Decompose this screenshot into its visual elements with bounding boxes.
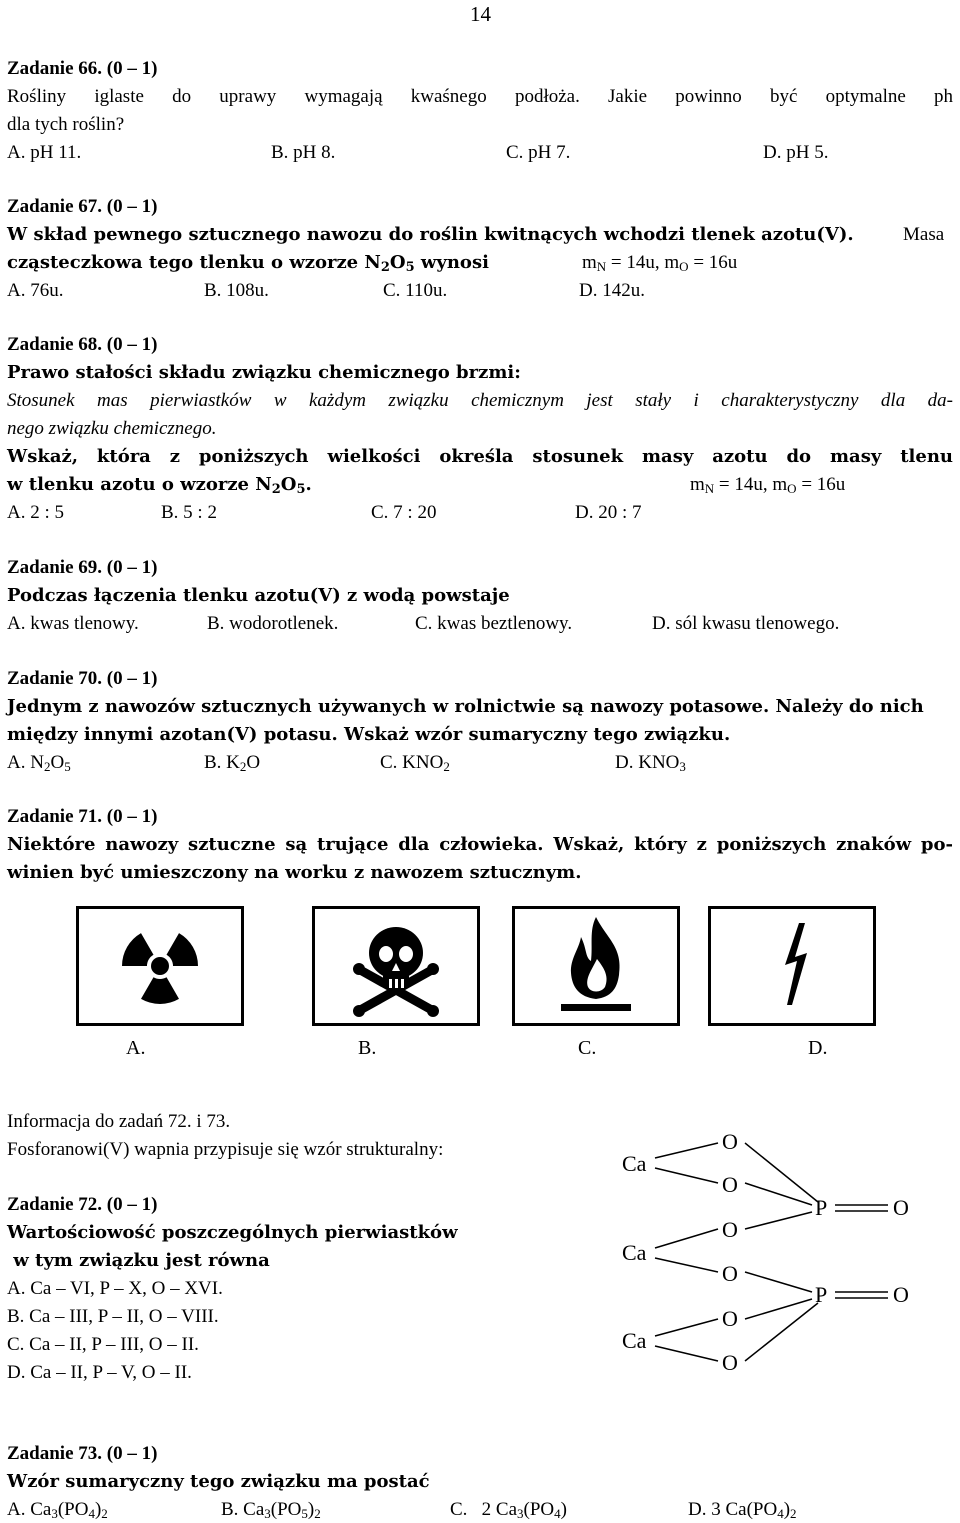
task-69-option-a: A. kwas tlenowy. [7,613,139,634]
symbol-label-a: A. [126,1037,146,1059]
task-71-question-line-2: winien być umieszczony na worku z nawozem sztucznym. [7,862,582,883]
task-70-question-line-2: między innymi azotan(V) potasu. Wskaż wzór sumaryczny tego związku. [7,724,731,745]
task-71-title: Zadanie 71. (0 – 1) [7,806,158,827]
task-69-question: Podczas łączenia tlenku azotu(V) z wodą powstaje [7,585,510,606]
task-66-option-b: B. pH 8. [271,142,336,163]
task-73-option-d: D. 3 $Ca(PO_4)_2$ [688,1499,797,1521]
info-line-1: Informacja do zadań 72. i 73. [7,1111,231,1132]
task-69-option-b: B. wodorotlenek. [207,613,339,634]
task-66-title: Zadanie 66. (0 – 1) [7,58,158,79]
task-66-option-c: C. pH 7. [506,142,571,163]
task-72-question-line-1: Wartościowość poszczególnych pierwiastków [7,1222,458,1243]
task-68-law-line-2: nego związku chemicznego. [7,418,217,439]
formula-p-2: P [815,1282,828,1307]
formula-o-6: O [722,1350,738,1375]
task-68-title: Zadanie 68. (0 – 1) [7,334,158,355]
formula-ca-1: Ca [622,1151,647,1176]
task-68-option-b: B. 5 : 2 [161,502,217,523]
task-67-option-b: B. 108u. [204,280,269,301]
task-71-question-line-1: Niektóre nawozy sztuczne są trujące dla człowieka. Wskaż, który z poniższych znaków po- [7,834,953,855]
task-73-question: Wzór sumaryczny tego związku ma postać [7,1471,430,1492]
task-73-title: Zadanie 73. (0 – 1) [7,1443,158,1464]
task-68-question-line-1: Wskaż, która z poniższych wielkości określa stosunek masy azotu do masy tlenu [7,446,953,467]
task-70-question-line-1: Jednym z nawozów sztucznych używanych w rolnictwie są nawozy potasowe. Należy do nich [7,696,924,717]
formula-o-7: O [893,1195,909,1220]
task-68-atomic-masses: $m_N = 14u$, $m_O = 16u$ [690,474,846,496]
task-72-option-c: C. Ca – II, P – III, O – II. [7,1334,199,1355]
task-67-question-line-1-end: Masa [903,224,945,245]
task-66-option-a: A. pH 11. [7,142,82,163]
formula-o-2: O [722,1172,738,1197]
task-67-question-line-2: cząsteczkowa tego tlenku o wzorze $N_2O_5$ wynosi [7,252,489,275]
formula-o-1: O [722,1129,738,1154]
task-72-option-b: B. Ca – III, P – II, O – VIII. [7,1306,219,1327]
symbol-label-d: D. [808,1037,828,1059]
page-number: 14 [470,2,491,26]
formula-p-1: P [815,1195,828,1220]
task-67-question-line-1: W skład pewnego sztucznego nawozu do roślin kwitnących wchodzi tlenek azotu(V). [7,224,854,245]
task-70-option-c: C. $KNO_2$ [380,752,450,774]
task-73-option-a: A. $Ca_3(PO_4)_2$ [7,1499,108,1521]
task-67-option-c: C. 110u. [383,280,448,301]
task-68-option-c: C. 7 : 20 [371,502,437,523]
task-68-intro: Prawo stałości składu związku chemicznego brzmi: [7,362,521,383]
task-69-option-c: C. kwas beztlenowy. [415,613,573,634]
task-68-question-line-2: w tlenku azotu o wzorze $N_2O_5$. [7,474,312,497]
info-line-2: Fosforanowi(V) wapnia przypisuje się wzór strukturalny: [7,1139,444,1160]
task-72-option-a: A. Ca – VI, P – X, O – XVI. [7,1278,223,1299]
task-67-option-a: A. 76u. [7,280,64,301]
task-66-question-line-1: Rośliny iglaste do uprawy wymagają kwaśnego podłoża. Jakie powinno być optymalne ph [7,86,953,107]
formula-o-4: O [722,1261,738,1286]
task-68-option-a: A. 2 : 5 [7,502,64,523]
task-69-option-d: D. sól kwasu tlenowego. [652,613,840,634]
task-70-option-a: A. $N_2O_5$ [7,752,71,774]
task-73-option-b: B. $Ca_3(PO_5)_2$ [221,1499,321,1521]
task-70-option-b: B. $K_2O$ [204,752,261,774]
formula-ca-2: Ca [622,1240,647,1265]
task-66-question-line-2: dla tych roślin? [7,114,125,135]
formula-o-8: O [893,1282,909,1307]
task-67-option-d: D. 142u. [579,280,645,301]
task-69-title: Zadanie 69. (0 – 1) [7,557,158,578]
task-70-title: Zadanie 70. (0 – 1) [7,668,158,689]
task-70-option-d: D. $KNO_3$ [615,752,686,774]
task-68-option-d: D. 20 : 7 [575,502,642,523]
task-67-title: Zadanie 67. (0 – 1) [7,196,158,217]
formula-o-3: O [722,1217,738,1242]
symbol-label-b: B. [358,1037,377,1059]
task-72-option-d: D. Ca – II, P – V, O – II. [7,1362,192,1383]
task-73-option-c: C. 2 $Ca_3(PO_4)$ [450,1499,567,1521]
task-67-atomic-masses: $m_N = 14u$, $m_O = 16u$ [582,252,738,274]
task-68-law-line-1: Stosunek mas pierwiastków w każdym związku chemicznym jest stały i charakterystyczny dla da- [7,390,953,411]
formula-ca-3: Ca [622,1328,647,1353]
task-66-option-d: D. pH 5. [763,142,829,163]
formula-o-5: O [722,1306,738,1331]
task-72-question-line-2: w tym związku jest równa [7,1250,270,1271]
symbol-label-c: C. [578,1037,597,1059]
task-72-title: Zadanie 72. (0 – 1) [7,1194,158,1215]
